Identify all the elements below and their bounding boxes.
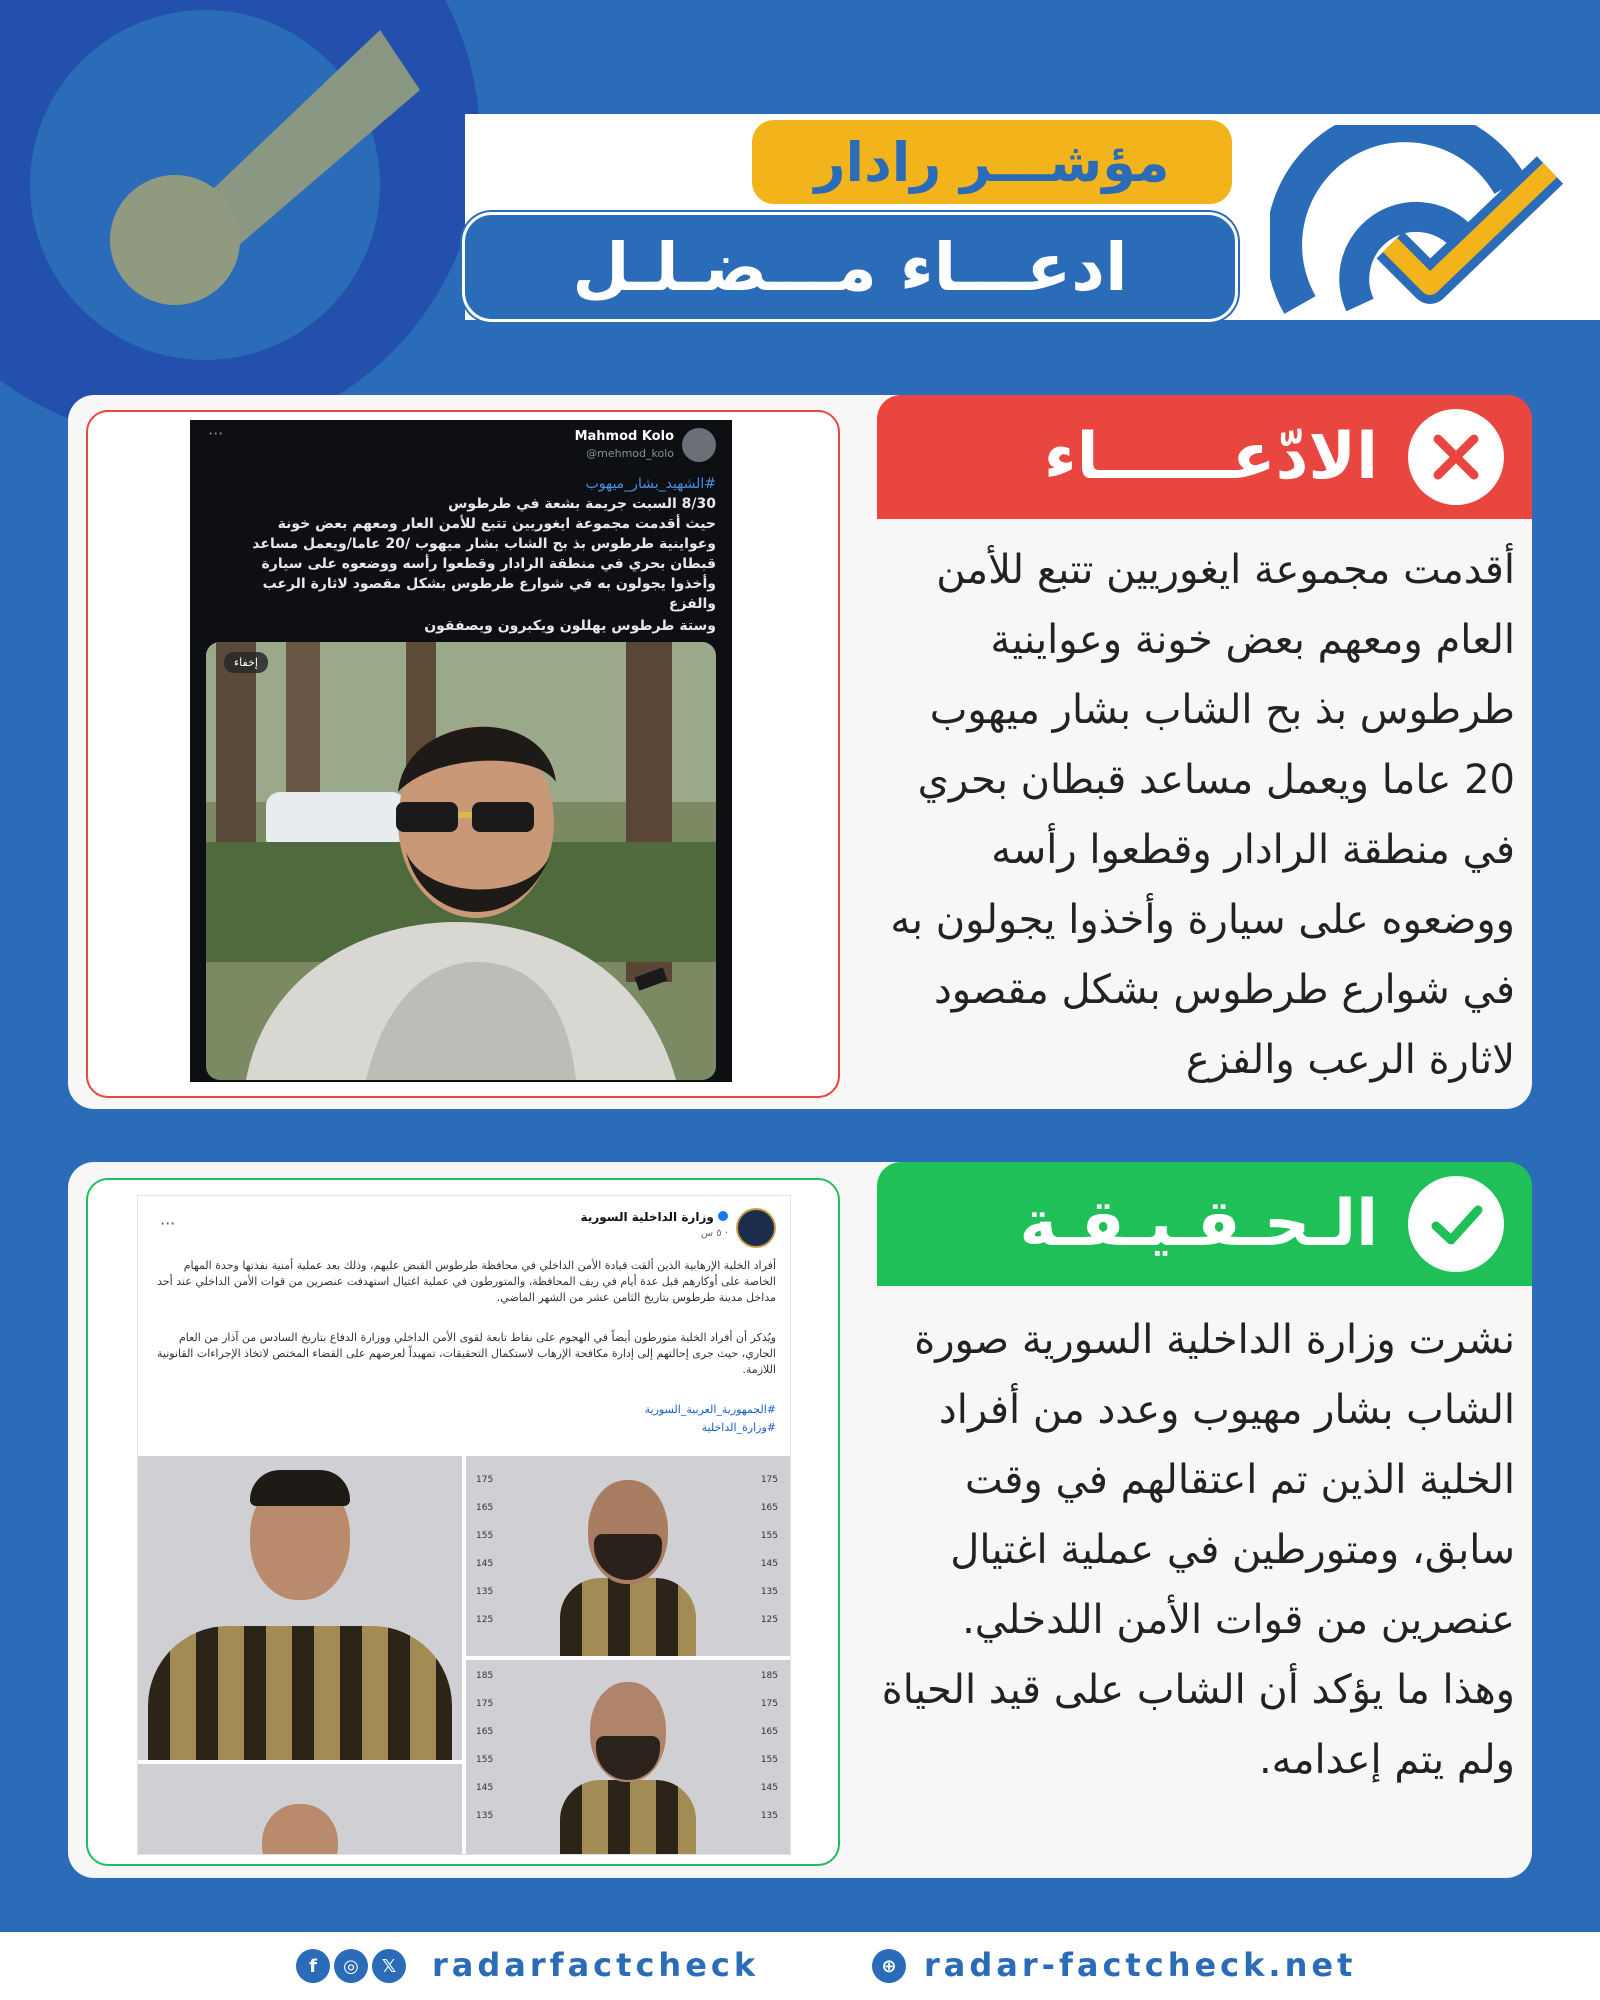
- height-mark: 135: [476, 1811, 494, 1821]
- height-mark: 175: [760, 1699, 778, 1709]
- height-mark: 145: [760, 1559, 778, 1569]
- height-mark: 165: [476, 1727, 494, 1737]
- cross-icon: [1408, 409, 1504, 505]
- verified-badge-icon: [718, 1211, 728, 1221]
- claim-tag: [877, 395, 1532, 519]
- instagram-icon[interactable]: ◎: [334, 1949, 368, 1983]
- height-mark: 125: [476, 1615, 494, 1625]
- height-mark: 175: [476, 1475, 494, 1485]
- height-scale-right: [761, 1466, 778, 1634]
- tweet-body: حيث أقدمت مجموعة ايغوريين تتبع للأمن العار ومعهم بعض خونة وعواينية طرطوس بذ بح الشاب بشار ميهوب /20 عاما/ويعمل مساعد قبطان بحري في منطقة الرادار وقطعوا رأسه ووضعوه على سيارة وأخذوا يجولون به في شوارع طرطوس بشكل مقصود لاثارة الرعب والفزع: [252, 516, 716, 612]
- avatar: [682, 428, 716, 462]
- brand-title: مؤشـــر رادار: [752, 120, 1232, 204]
- height-mark: 155: [476, 1531, 494, 1541]
- tweet-last-line: وستة طرطوس يهللون ويكبرون ويصفقون: [424, 618, 716, 634]
- radar-center: [110, 175, 240, 305]
- hide-media-button[interactable]: إخفاء: [224, 652, 268, 673]
- globe-icon: ⊕: [872, 1949, 906, 1983]
- tweet-photo: [206, 642, 716, 1080]
- ministry-post-screenshot: [137, 1195, 791, 1855]
- hashtag-republic[interactable]: #الجمهورية_العربية_السورية: [644, 1403, 776, 1416]
- tweet-screenshot: [190, 420, 732, 1082]
- page-name[interactable]: [581, 1210, 728, 1224]
- mugshot-1-shirt: [148, 1626, 452, 1760]
- tweet-handle: @mehmod_kolo: [586, 447, 674, 460]
- x-icon[interactable]: 𝕏: [372, 1949, 406, 1983]
- mugshot-3: [466, 1660, 790, 1854]
- facebook-icon[interactable]: f: [296, 1949, 330, 1983]
- website-link[interactable]: radar-factcheck.net: [924, 1946, 1357, 1984]
- height-mark: 165: [760, 1727, 778, 1737]
- height-mark: 135: [760, 1587, 778, 1597]
- post-time: ٥ س ·: [700, 1228, 728, 1239]
- more-options-icon[interactable]: ···: [208, 424, 224, 443]
- checkmark-icon: [1408, 1176, 1504, 1272]
- mugshot-4: [138, 1764, 462, 1854]
- social-icons: [296, 1949, 406, 1983]
- hashtag-ministry[interactable]: #وزارة_الداخلية: [701, 1421, 776, 1434]
- height-mark: 185: [760, 1671, 778, 1681]
- height-mark: 175: [760, 1475, 778, 1485]
- post-paragraph-2: ويُذكر أن أفراد الخلية متورطون أيضاً في الهجوم على نقاط تابعة لقوى الأمن الداخلي ووزارة الدفاع بتاريخ السادس من آذار من العام الجاري، حيث جرى إحالتهم إلى إدارة مكافحة الإرهاب لاستكمال التحقيقات، تمهيداً لعرضهم على القضاء المختص لاتخاذ الإجراءات القانونية اللازمة.: [157, 1331, 776, 1376]
- height-mark: 135: [476, 1587, 494, 1597]
- truth-tag: [877, 1162, 1532, 1286]
- height-mark: 155: [760, 1755, 778, 1765]
- height-mark: 165: [760, 1503, 778, 1513]
- height-scale-left: [476, 1466, 493, 1634]
- ministry-logo-avatar: [736, 1208, 776, 1248]
- page-name-text: وزارة الداخلية السورية: [580, 1210, 714, 1224]
- mugshot-4-face: [262, 1804, 338, 1854]
- mugshot-1-hair: [250, 1470, 350, 1506]
- social-handle[interactable]: radarfactcheck: [432, 1946, 760, 1984]
- claim-label: الادّعــــــاء: [1043, 420, 1378, 494]
- footer-bar: [0, 1932, 1600, 2000]
- verdict-title: ادعـــاء مـــضـلـل: [462, 212, 1238, 322]
- truth-label: الـحـقـيـقـة: [1019, 1187, 1378, 1261]
- height-mark: 135: [760, 1811, 778, 1821]
- mugshot-2: [466, 1456, 790, 1656]
- truth-text: نشرت وزارة الداخلية السورية صورة الشاب بشار مهيوب وعدد من أفراد الخلية الذين تم اعتقالهم في وقت سابق، ومتورطين في عملية اغتيال عنصرين من قوات الأمن اللدخلي. وهذا ما يؤكد أن الشاب على قيد الحياة ولم يتم إعدامه.: [881, 1317, 1515, 1783]
- height-mark: 165: [476, 1503, 494, 1513]
- claim-text: أقدمت مجموعة ايغوريين تتبع للأمن العام ومعهم بعض خونة وعواينية طرطوس بذ بح الشاب بشار ميهوب 20 عاما ويعمل مساعد قبطان بحري في منطقة الرادار وقطعوا رأسه ووضعوه على سيارة وأخذوا يجولون به في شوارع طرطوس بشكل مقصود لاثارة الرعب والفزع: [890, 547, 1515, 1083]
- post-paragraph-1: أفراد الخلية الإرهابية الذين ألقت قيادة الأمن الداخلي في محافظة طرطوس القبض عليهم، وذلك بعد عملية أمنية نفذتها وحدة المهام الخاصة على أوكارهم قبل عدة أيام في ريف المحافظة، والمتورطون في عملية اغتيال استهدفت عنصرين من قوات الأمن الداخلي عند أحد مداخل مدينة طرطوس بتاريخ الثامن عشر من الشهر الماضي.: [157, 1259, 776, 1304]
- height-mark: 125: [760, 1615, 778, 1625]
- height-scale-right: [761, 1662, 778, 1830]
- tweet-author: Mahmod Kolo: [574, 429, 674, 444]
- height-mark: 175: [476, 1699, 494, 1709]
- radar-check-logo: [1270, 125, 1570, 315]
- mugshot-1: [138, 1456, 462, 1760]
- height-mark: 145: [476, 1783, 494, 1793]
- height-mark: 145: [476, 1559, 494, 1569]
- tweet-date-line: 8/30 السبت جريمة بشعة في طرطوس: [448, 496, 716, 512]
- height-mark: 145: [760, 1783, 778, 1793]
- height-mark: 155: [476, 1755, 494, 1765]
- height-mark: 155: [760, 1531, 778, 1541]
- mugshot-3-shirt: [560, 1780, 696, 1854]
- post-options-icon[interactable]: ···: [160, 1214, 176, 1233]
- mugshot-2-shirt: [560, 1578, 696, 1656]
- height-scale-left: [476, 1662, 493, 1830]
- tweet-hashtag[interactable]: #الشهيد_بشار_ميهوب: [585, 476, 716, 492]
- height-mark: 185: [476, 1671, 494, 1681]
